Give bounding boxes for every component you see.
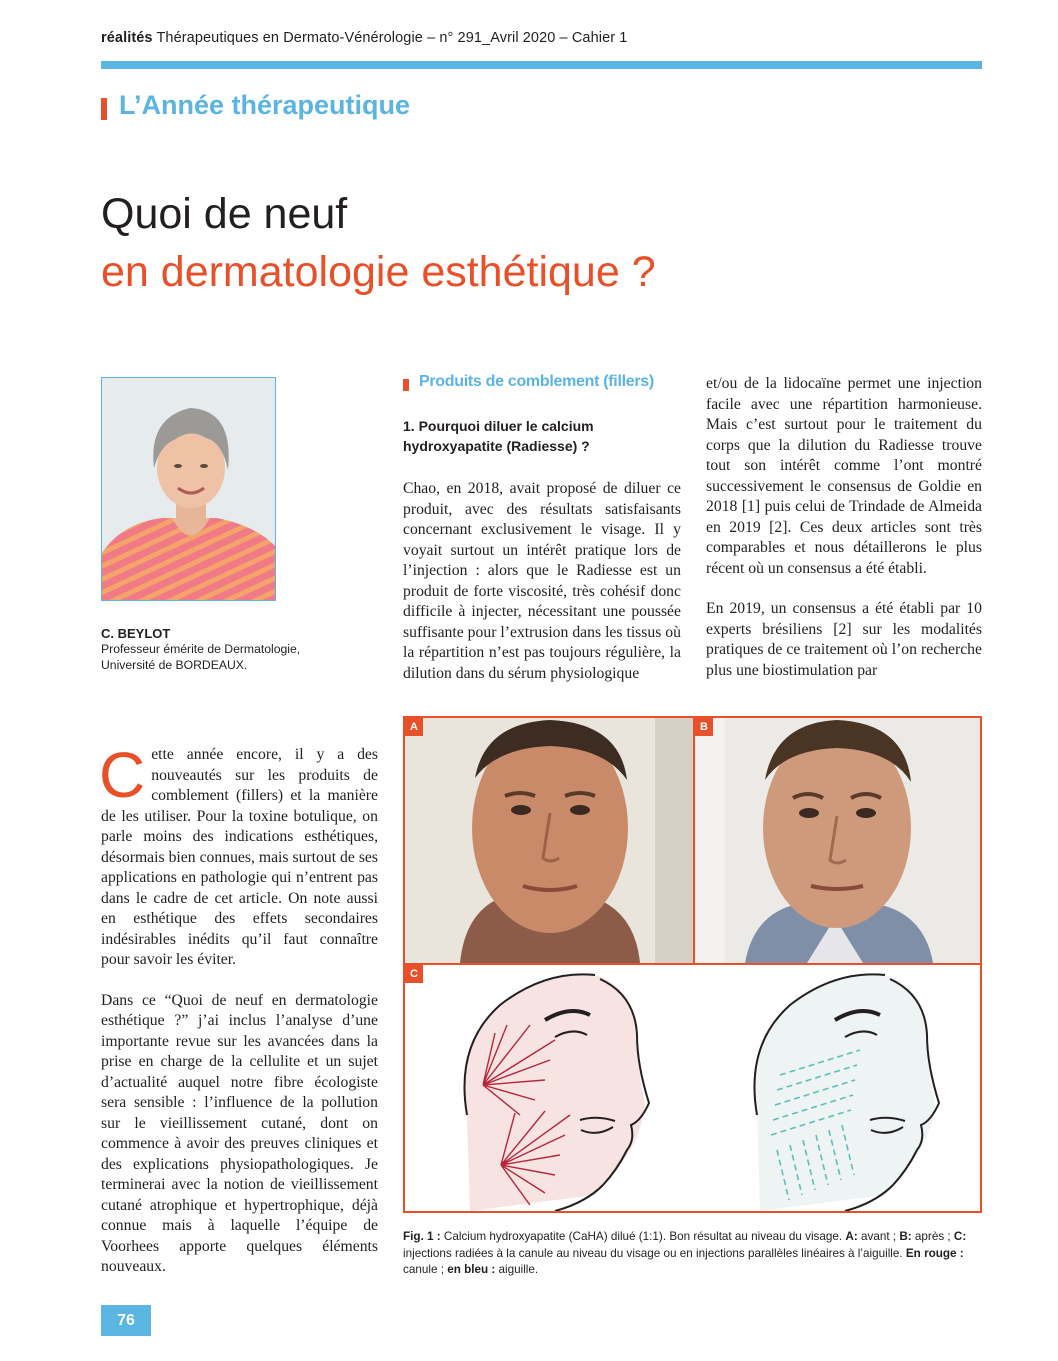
journal-header xyxy=(101,30,627,46)
header-rule xyxy=(101,61,982,69)
fillers-heading: Produits de comblement (fillers) xyxy=(419,373,654,390)
author-university-line: Université de BORDEAUX. xyxy=(101,657,248,672)
subheading-marker xyxy=(403,379,409,391)
column-3-text xyxy=(706,374,982,681)
section-marker xyxy=(101,98,107,120)
panel-b-label: B xyxy=(695,718,713,736)
article-title: Quoi de neuf xyxy=(101,190,348,238)
intro-text xyxy=(99,739,378,1278)
caption-a-key: A: xyxy=(845,1230,858,1243)
caption-blue-key: en bleu : xyxy=(447,1263,496,1276)
column-3-paragraph-2: En 2019, un consensus a été établi par 10 experts brésiliens [2] sur les modalités pratiques de ce traitement où l’on recherche plus une biostimulation par xyxy=(706,600,982,679)
caption-red-text: canule ; xyxy=(403,1263,448,1276)
caption-b-key: B: xyxy=(899,1230,912,1243)
injection-diagram xyxy=(405,965,980,1211)
section-title: L’Année thérapeutique xyxy=(119,90,411,120)
author-name: C. BEYLOT xyxy=(101,626,171,641)
caption-c-key: C: xyxy=(953,1230,967,1243)
article-subtitle: en dermatologie esthétique ? xyxy=(101,248,656,296)
caption-lead: Fig. 1 : xyxy=(403,1230,441,1243)
intro-paragraph-1-text: ette année encore, il y a des nouveautés sur les produits de comblement (fillers) et la manière de les utiliser. Pour la toxine botulique, on parle moins des indications esthétiques, désormais bien connues, mais surtout de ses applications en pathologie qui n’entrent pas dans le cadre de cet article. On note aussi en esthétique des effets secondaires indésirables inédits qu’il faut connaître pour savoir les éviter. xyxy=(101,746,378,968)
caption-blue-text: aiguille. xyxy=(495,1263,539,1276)
caption-b-text: après ; xyxy=(911,1230,954,1243)
author-affiliation xyxy=(101,642,321,673)
caption-text: Calcium hydroxyapatite (CaHA) dilué (1:1). Bon résultat au niveau du visage. xyxy=(440,1230,846,1243)
figure-caption xyxy=(403,1229,982,1279)
panel-c-label: C xyxy=(405,965,423,983)
face-after-illustration xyxy=(695,718,980,963)
caption-c-text: injections radiées à la canule au niveau du visage ou en injections parallèles linéaires à l’aiguille. xyxy=(403,1246,906,1260)
panel-a-photo xyxy=(405,718,693,963)
author-role-line: Professeur émérite de Dermatologie, xyxy=(101,642,301,656)
journal-brand: réalités xyxy=(101,30,153,46)
intro-paragraph-1 xyxy=(99,739,378,971)
column-2-text: Chao, en 2018, avait proposé de diluer ce produit, avec des résultats satisfaisants concernant exclusivement le visage. Il y voyait surtout un intérêt pratique lors de l’injection : alors que le Radiesse est un produit de forte viscosité, très cohésif donc difficile à injecter, nécessitant une poussée suffisante pour l’extrusion dans les tissus où la répartition n’est pas toujours régulière, la dilution dans du sérum physiologique xyxy=(403,480,681,682)
panel-c-diagram xyxy=(405,965,980,1211)
intro-paragraph-2: Dans ce “Quoi de neuf en dermatologie esthétique ?” j’ai inclus l’analyse d’une importante revue sur les avancées dans la prise en charge de la cellulite et un sujet d’actualité auquel notre fibre écologiste sera sensible : l’influence de la pollution sur le vieillissement cutané, dont on commence à avoir des preuves cliniques et des explications physiopathologiques. Je terminerai avec la notion de vieillissement cutané atrophique et hypertrophique, déjà connue mais à laquelle l’équipe de Voorhees apporte quelques éléments nouveaux. xyxy=(101,991,378,1275)
author-photo xyxy=(101,377,276,601)
question-heading: 1. Pourquoi diluer le calcium hydroxyapatite (Radiesse) ? xyxy=(403,418,594,454)
journal-issue: Thérapeutiques en Dermato-Vénérologie – n° 291_Avril 2020 – Cahier 1 xyxy=(156,30,628,46)
page-number: 76 xyxy=(101,1305,151,1336)
panel-a-label: A xyxy=(405,718,423,736)
figure-1 xyxy=(403,716,982,1213)
caption-a-text: avant ; xyxy=(857,1230,900,1243)
author-portrait-illustration xyxy=(102,378,276,601)
column-3-paragraph-1: et/ou de la lidocaïne permet une injection facile avec une répartition harmonieuse. Mais c’est surtout pour le traitement du corps que la dilution du Radiesse trouve tout son intérêt comme l’ont montré successivement le consensus de Goldie en 2018 [1] puis celui de Trindade de Almeida en 2019 [2]. Ces deux articles sont très comparables et nous détaillerons le plus récent où un consensus a été établi. xyxy=(706,375,982,577)
panel-b-photo xyxy=(695,718,980,963)
drop-cap: C xyxy=(99,739,146,811)
caption-red-key: En rouge : xyxy=(905,1246,964,1260)
face-before-illustration xyxy=(405,718,693,963)
